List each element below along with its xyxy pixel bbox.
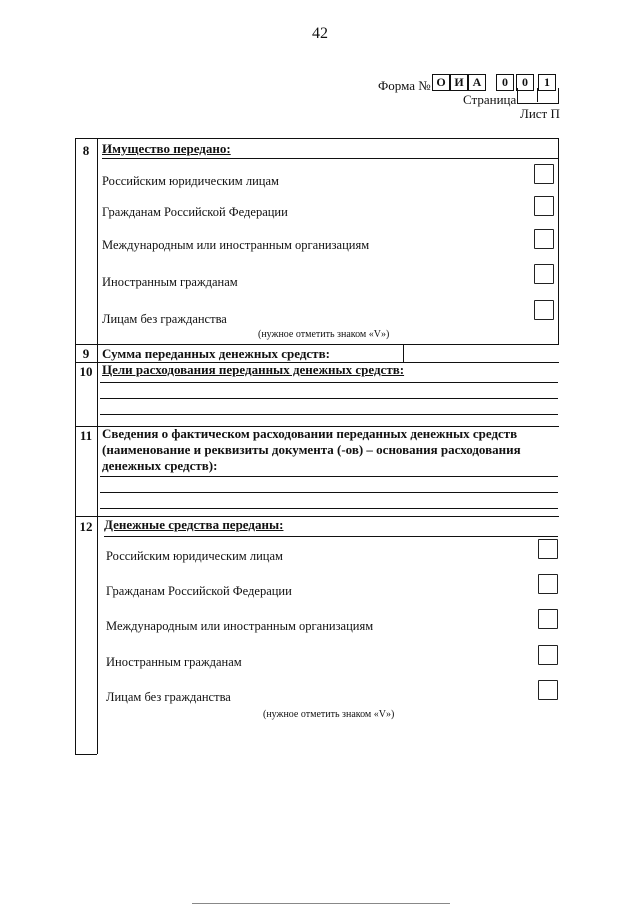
section-9-title: Сумма переданных денежных средств: xyxy=(102,346,330,361)
form-code-cell: 1 xyxy=(538,74,556,91)
section-8-option-checkbox[interactable] xyxy=(534,264,554,284)
section-8-option-label: Гражданам Российской Федерации xyxy=(102,205,288,219)
section-12-note: (нужное отметить знаком «V») xyxy=(263,709,395,720)
section-8-option-label: Российским юридическим лицам xyxy=(102,174,279,188)
section-11-title-line: денежных средств): xyxy=(102,458,218,473)
form-code-cell: И xyxy=(450,74,468,91)
section-8-option-label: Международным или иностранным организациям xyxy=(102,238,370,252)
section-8-title: Имущество передано: xyxy=(102,141,231,156)
section-11-number: 11 xyxy=(79,428,93,443)
amount-cell-divider xyxy=(403,344,404,362)
form-code-cell: О xyxy=(432,74,450,91)
page-label: Страница xyxy=(463,92,517,107)
row-divider xyxy=(75,344,559,345)
section-8-option-label: Иностранным гражданам xyxy=(102,275,238,289)
form-code-cell: А xyxy=(468,74,486,91)
sheet-label: Лист П xyxy=(520,106,560,121)
section-10-title: Цели расходования переданных денежных средств: xyxy=(102,362,405,377)
section-12-option-label: Российским юридическим лицам xyxy=(106,549,283,563)
table-bottom-border xyxy=(75,754,97,755)
spending-purposes-field[interactable] xyxy=(100,383,556,425)
section-12-title-rule xyxy=(104,536,558,537)
scan-edge-line xyxy=(192,903,450,904)
section-8-title-rule xyxy=(102,158,558,159)
table-top-border xyxy=(75,138,559,139)
section-12-option-label: Международным или иностранным организациям xyxy=(106,619,374,633)
table-right-border xyxy=(558,138,559,344)
section-8-option-checkbox[interactable] xyxy=(534,164,554,184)
section-12-option-checkbox[interactable] xyxy=(538,574,558,594)
form-label: Форма № xyxy=(378,78,431,93)
section-10-number: 10 xyxy=(79,364,93,379)
table-left-border xyxy=(75,138,76,754)
section-8-number: 8 xyxy=(82,143,90,158)
section-11-title-line: Сведения о фактическом расходовании переданных денежных средств xyxy=(102,426,518,441)
section-12-option-checkbox[interactable] xyxy=(538,539,558,559)
section-9-number: 9 xyxy=(82,346,90,361)
section-12-option-checkbox[interactable] xyxy=(538,680,558,700)
section-8-note: (нужное отметить знаком «V») xyxy=(258,329,390,340)
page-number: 42 xyxy=(312,25,328,42)
section-12-number: 12 xyxy=(79,519,93,534)
form-code-cell: 0 xyxy=(496,74,514,91)
number-column-divider xyxy=(97,138,98,754)
section-12-option-checkbox[interactable] xyxy=(538,645,558,665)
section-8-option-checkbox[interactable] xyxy=(534,196,554,216)
section-12-option-label: Лицам без гражданства xyxy=(106,690,231,704)
page-number-field[interactable] xyxy=(517,88,559,104)
actual-spending-field[interactable] xyxy=(100,477,556,515)
section-12-option-checkbox[interactable] xyxy=(538,609,558,629)
form-code-cell: 0 xyxy=(516,74,534,91)
section-12-option-label: Иностранным гражданам xyxy=(106,655,242,669)
section-8-option-label: Лицам без гражданства xyxy=(102,312,227,326)
transferred-amount-field[interactable] xyxy=(406,346,556,361)
section-11-title-line: (наименование и реквизиты документа (-ов) – основания расходования xyxy=(102,442,521,457)
section-12-title: Денежные средства переданы: xyxy=(104,517,284,532)
section-12-option-label: Гражданам Российской Федерации xyxy=(106,584,292,598)
section-8-option-checkbox[interactable] xyxy=(534,300,554,320)
section-8-option-checkbox[interactable] xyxy=(534,229,554,249)
